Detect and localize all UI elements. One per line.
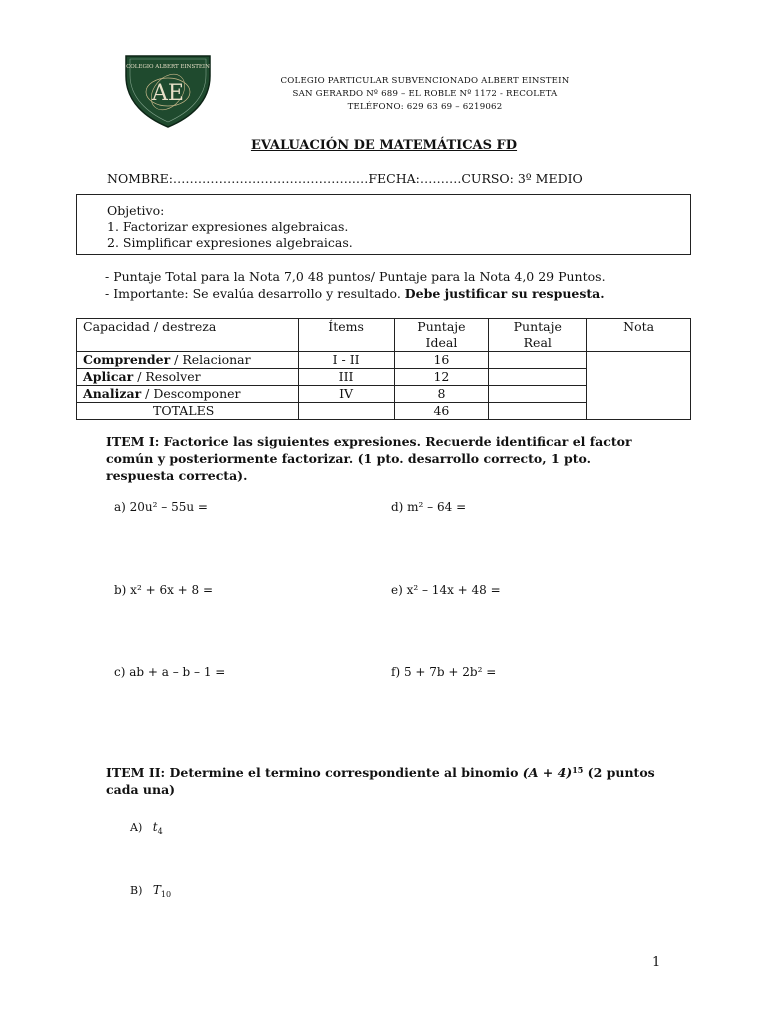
totals-label: TOTALES	[77, 403, 299, 420]
binomial-expression: (A + 4)	[522, 765, 573, 780]
exercise-a: a) 20u² – 55u =	[114, 500, 208, 514]
important-note: - Importante: Se evalúa desarrollo y resultado. Debe justificar su respuesta.	[105, 286, 605, 301]
header-nota: Nota	[587, 319, 691, 352]
capacity-cell: Comprender / Relacionar	[77, 352, 299, 369]
totals-ideal: 46	[394, 403, 489, 420]
items-cell: I - II	[298, 352, 394, 369]
exam-title: EVALUACIÓN DE MATEMÁTICAS FD	[250, 138, 518, 153]
totals-real-cell	[489, 403, 587, 420]
ideal-cell: 8	[394, 386, 489, 403]
objective-item: 2. Simplificar expresiones algebraicas.	[107, 235, 353, 250]
items-cell: IV	[298, 386, 394, 403]
item1-title: ITEM I: Factorice las siguientes expresiones. Recuerde identificar el factor común y posteriormente factorizar. (1 pto. desarrollo correcto, 1 pto. respuesta correcta).	[106, 434, 632, 483]
header-items: Ítems	[298, 319, 394, 352]
capacity-cell: Aplicar / Resolver	[77, 369, 299, 386]
exercise-f: f) 5 + 7b + 2b² =	[391, 665, 497, 679]
header-capacidad: Capacidad / destreza	[77, 319, 299, 352]
svg-text:AE: AE	[152, 81, 184, 106]
ideal-cell: 16	[394, 352, 489, 369]
header-puntaje-real: Puntaje Real	[489, 319, 587, 352]
objective-heading: Objetivo:	[107, 203, 165, 218]
capacity-cell: Analizar / Descomponer	[77, 386, 299, 403]
table-header-row	[77, 319, 691, 352]
score-table	[76, 318, 691, 420]
real-cell	[489, 369, 587, 386]
header-puntaje-ideal: Puntaje Ideal	[394, 319, 489, 352]
exercise-d: d) m² – 64 =	[391, 500, 467, 514]
student-info-line: NOMBRE:……………………………………..…FECHA:……….CURSO: 3º MEDIO	[107, 171, 583, 186]
objective-item: 1. Factorizar expresiones algebraicas.	[107, 219, 349, 234]
item2-title: ITEM II: Determine el termino correspondiente al binomio $(A + 4)^{15}$ (2 puntos cada una)	[106, 765, 655, 797]
exercise-b: b) x² + 6x + 8 =	[114, 583, 214, 597]
real-cell	[489, 386, 587, 403]
svg-text:COLEGIO ALBERT EINSTEIN: COLEGIO ALBERT EINSTEIN	[126, 64, 210, 70]
page-number: 1	[652, 955, 661, 970]
exercise-e: e) x² – 14x + 48 =	[391, 583, 501, 597]
score-note: - Puntaje Total para la Nota 7,0 48 puntos/ Puntaje para la Nota 4,0 29 Puntos.	[105, 269, 606, 284]
ideal-cell: 12	[394, 369, 489, 386]
table-row	[77, 352, 691, 369]
school-phone: TELÉFONO: 629 63 69 – 6219062	[347, 102, 503, 112]
objective-box	[76, 194, 691, 255]
nota-cell	[587, 352, 691, 420]
school-logo	[124, 54, 212, 128]
school-name: COLEGIO PARTICULAR SUBVENCIONADO ALBERT EINSTEIN	[280, 76, 570, 86]
exercise-c: c) ab + a – b – 1 =	[114, 665, 226, 679]
items-cell: III	[298, 369, 394, 386]
item2-part-b: B) $T_{10}$	[130, 883, 172, 899]
school-header	[225, 75, 625, 114]
totals-items-cell	[298, 403, 394, 420]
item2-part-a: A) $t_4$	[130, 820, 163, 836]
real-cell	[489, 352, 587, 369]
school-address: SAN GERARDO Nº 689 – EL ROBLE Nº 1172 - RECOLETA	[292, 89, 558, 99]
